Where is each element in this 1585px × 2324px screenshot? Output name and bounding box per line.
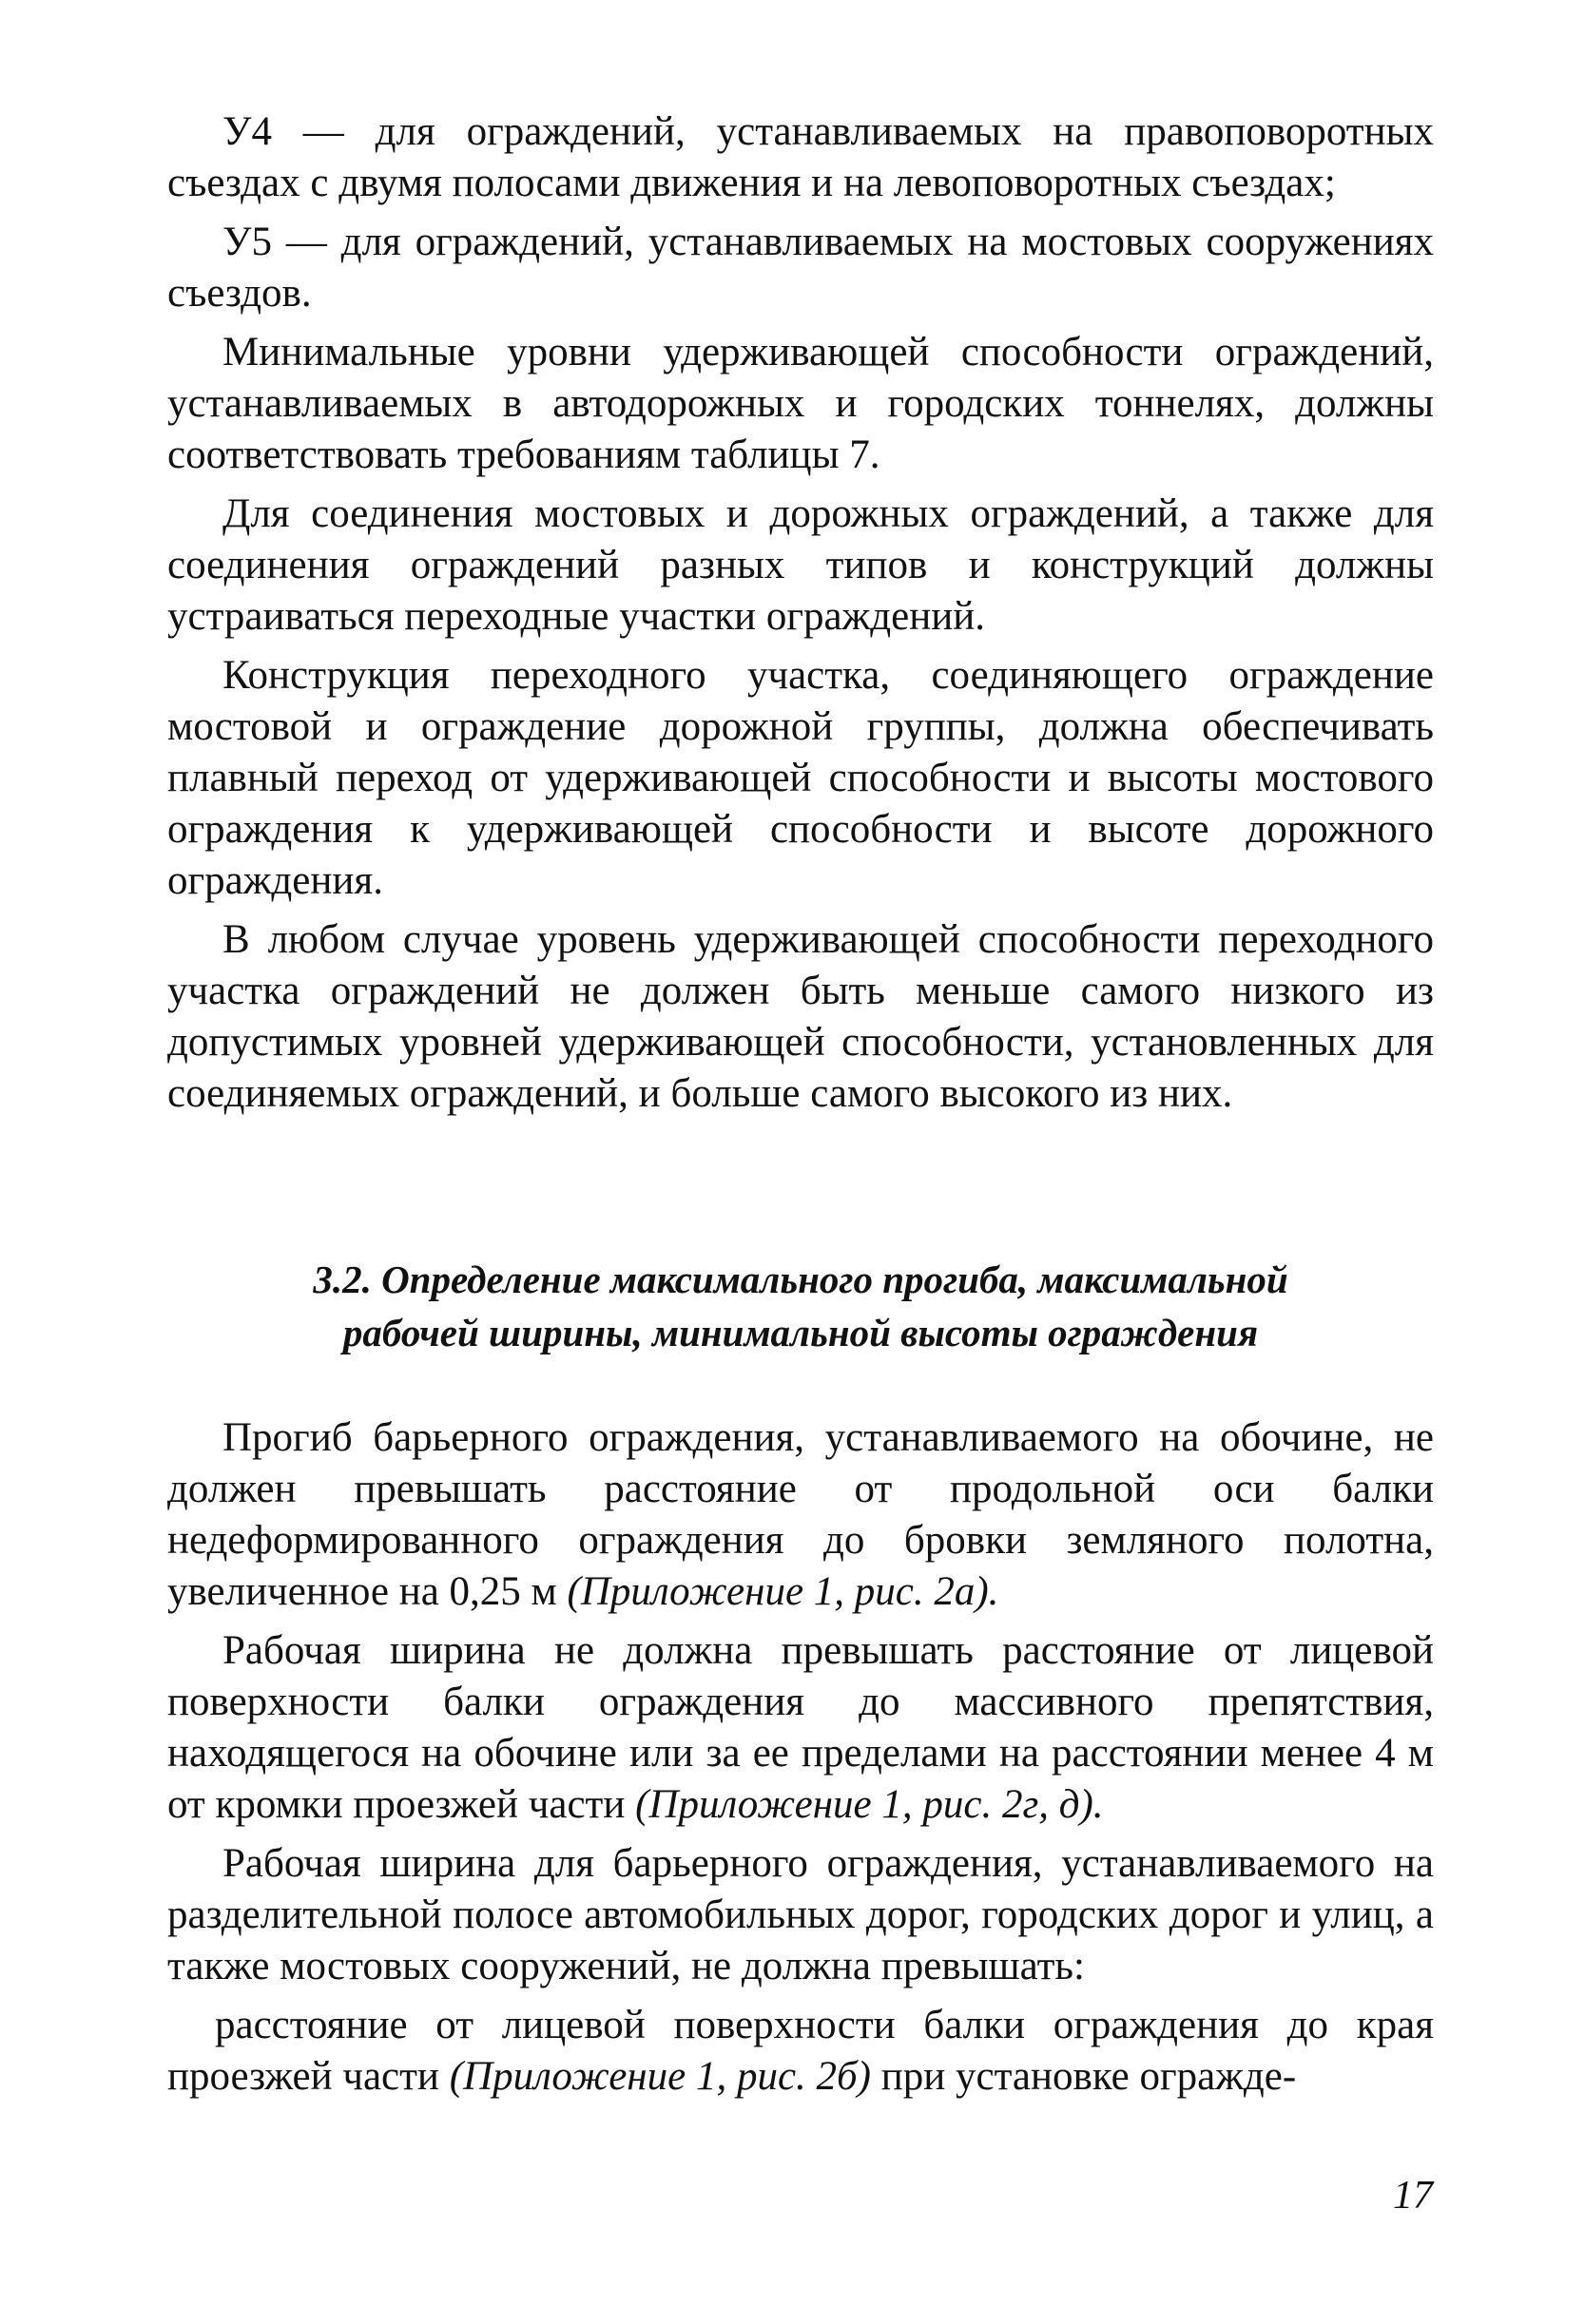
page-number: 17 bbox=[1393, 2174, 1433, 2218]
paragraph-distance-tail: при установке огражде- bbox=[871, 2054, 1297, 2099]
paragraph-working-width bbox=[167, 1625, 1434, 1831]
section-heading bbox=[167, 1253, 1434, 1359]
paragraph-working-width-text: Рабочая ширина не должна превышать расстояние от лицевой поверхности балки ограждения до массивного препятствия, находящегося на обочине или за ее пределами на расстоянии менее 4 м от кромки проезжей части bbox=[167, 1628, 1434, 1827]
document-page bbox=[167, 106, 1434, 2103]
section-heading-line-2: рабочей ширины, минимальной высоты ограждения bbox=[342, 1311, 1259, 1354]
paragraph-tunnels: Минимальные уровни удерживающей способности ограждений, устанавливаемых в автодорожных и городских тоннелях, должны соответствовать требованиям таблицы 7. bbox=[167, 330, 1434, 477]
paragraph-u4: У4 — для ограждений, устанавливаемых на правоповоротных съездах с двумя полосами движения и на левоповоротных съездах; bbox=[167, 109, 1434, 205]
paragraph-median-width: Рабочая ширина для барьерного ограждения, устанавливаемого на разделительной полосе автомобильных дорог, городских дорог и улиц, а также мостовых сооружений, не должна превышать: bbox=[167, 1841, 1434, 1988]
paragraph-deflection bbox=[167, 1412, 1434, 1618]
paragraph-containment-level: В любом случае уровень удерживающей способности переходного участка ограждений не должен быть меньше самого низкого из допустимых уровней удерживающей способности, установленных для соединяемых ограждений, и больше самого высокого из них. bbox=[167, 917, 1434, 1116]
paragraph-u5: У5 — для ограждений, устанавливаемых на мостовых сооружениях съездов. bbox=[167, 220, 1434, 316]
appendix-reference-2g-d: (Приложение 1, рис. 2г, д). bbox=[635, 1782, 1104, 1827]
paragraph-transition-design: Конструкция переходного участка, соединяющего ограждение мостовой и ограждение дорожной группы, должна обеспечивать плавный переход от удерживающей способности и высоты мостового ограждения к удерживающей способности и высоте дорожного ограждения. bbox=[167, 653, 1434, 903]
paragraph-distance-text: расстояние от лицевой поверхности балки ограждения до края проезжей части bbox=[167, 2003, 1434, 2099]
paragraph-transition-zones: Для соединения мостовых и дорожных ограждений, а также для соединения ограждений разных типов и конструкций должны устраиваться переходные участки ограждений. bbox=[167, 491, 1434, 639]
section-heading-line-1: 3.2. Определение максимального прогиба, максимальной bbox=[313, 1258, 1288, 1301]
appendix-reference-2a: (Приложение 1, рис. 2а). bbox=[567, 1569, 999, 1614]
paragraph-deflection-text: Прогиб барьерного ограждения, устанавливаемого на обочине, не должен превышать расстояние от продольной оси балки недеформированного ограждения до бровки земляного полотна, увеличенное на 0,25 м bbox=[167, 1415, 1434, 1614]
appendix-reference-2b: (Приложение 1, рис. 2б) bbox=[449, 2054, 871, 2099]
top-section bbox=[167, 106, 1434, 1120]
section-body bbox=[167, 1412, 1434, 2103]
paragraph-distance-to-edge bbox=[167, 2000, 1434, 2103]
